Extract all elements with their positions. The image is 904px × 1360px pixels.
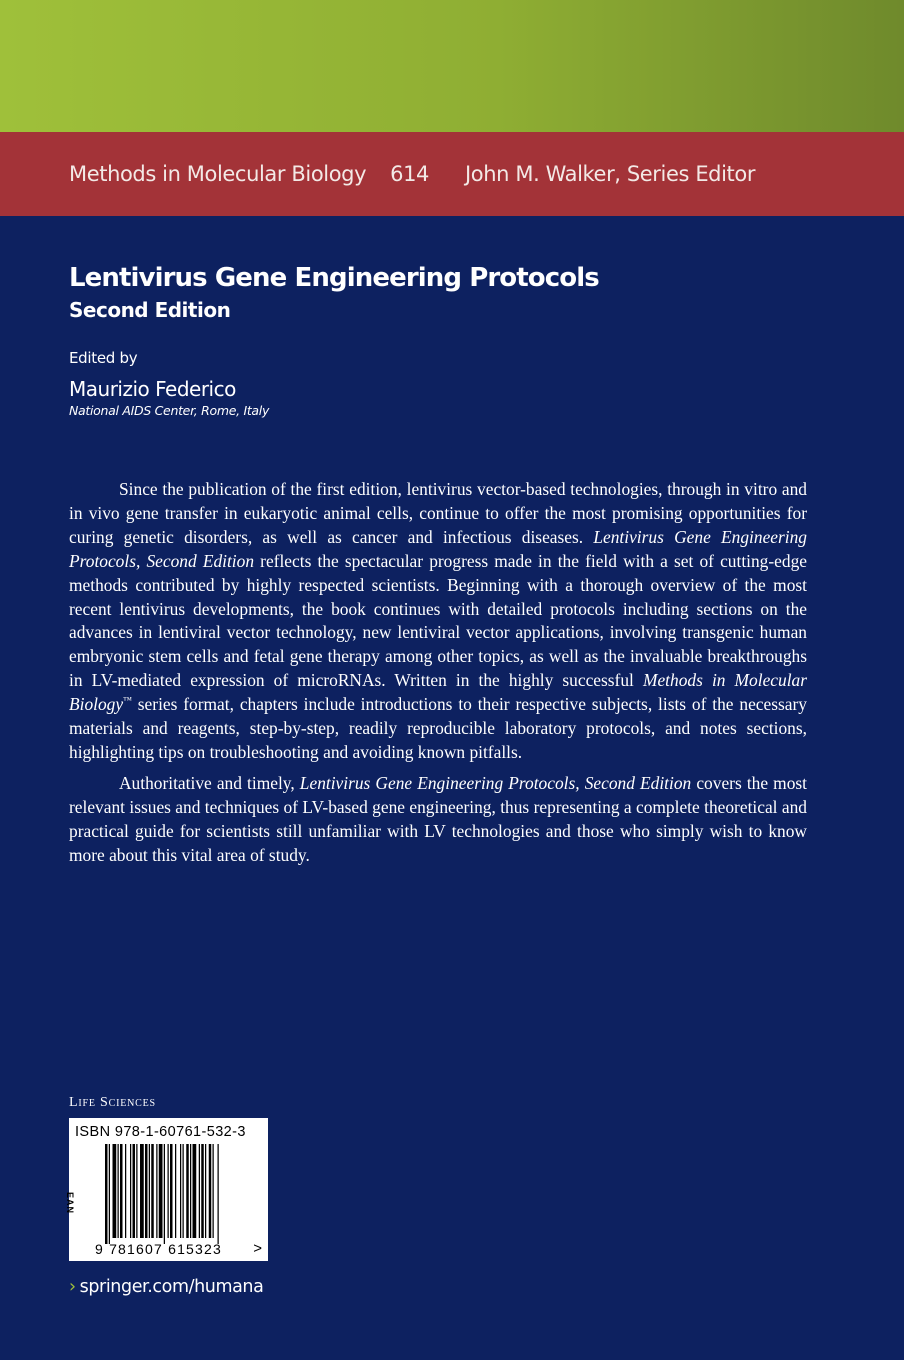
series-number: 614	[390, 162, 430, 186]
ean-label: EAN	[65, 1192, 75, 1215]
top-color-band	[0, 0, 904, 132]
category-label: Life Sciences	[69, 1095, 156, 1110]
edited-by-label: Edited by	[69, 349, 138, 367]
barcode	[65, 1118, 268, 1261]
p1-text-a: Since the publication of the first edition, lentivirus vector-based technologies, through in vitro and in vivo gene transfer in eukaryotic animal cells, continue to offer the most promising opportunities for curing genetic disorders, as well as cancer and infectious diseases.	[69, 479, 807, 547]
p1-text-b: reflects the spectacular progress made in the field with a set of cutting-edge methods contributed by highly respected scientists. Beginning with a thorough overview of the most recent lentivirus developments, the book continues with detailed protocols including sections on the advances in lentiviral vector technology, new lentiviral vector applications, involving transgenic human embryonic stem cells and fetal gene therapy among other topics, as well as the invaluable breakthroughs in LV-mediated expression of microRNAs. Written in the highly successful	[69, 550, 807, 691]
p1-text-c: series format, chapters include introductions to their respective subjects, lists of the necessary materials and reagents, step-by-step, readily reproducible laboratory protocols, and notes sections, highlighting tips on troubleshooting and avoiding known pitfalls.	[69, 694, 807, 762]
p1-series-title: Methods in Molecular Biology	[69, 670, 807, 715]
chevron-right-icon: ›	[69, 1277, 76, 1297]
barcode-bars	[105, 1144, 255, 1244]
isbn-text: ISBN 978-1-60761-532-3	[75, 1124, 246, 1140]
book-header	[69, 258, 809, 420]
editor-affiliation: National AIDS Center, Rome, Italy	[69, 403, 270, 418]
series-editor: John M. Walker, Series Editor	[465, 162, 756, 186]
ean-digits: 9 781607 615323	[95, 1241, 222, 1257]
series-name: Methods in Molecular Biology	[69, 162, 367, 186]
book-edition: Second Edition	[69, 298, 231, 322]
description-paragraph-2	[69, 772, 807, 868]
p2-text-a: Authoritative and timely,	[119, 772, 300, 793]
p2-text-b: covers the most relevant issues and techniques of LV-based gene engineering, thus representing a complete theoretical and practical guide for scientists still unfamiliar with LV technologies and those who simply wish to know more about this vital area of study.	[69, 772, 807, 865]
book-description	[69, 478, 807, 875]
website-url: springer.com/humana	[79, 1277, 264, 1297]
series-banner	[0, 132, 904, 216]
barcode-arrow: >	[253, 1240, 262, 1257]
trademark-symbol: ™	[123, 695, 132, 706]
description-paragraph-1	[69, 478, 807, 765]
p2-book-title: Lentivirus Gene Engineering Protocols, Second Edition	[299, 772, 692, 793]
editor-name: Maurizio Federico	[69, 377, 236, 401]
book-title: Lentivirus Gene Engineering Protocols	[69, 263, 599, 293]
p1-book-title: Lentivirus Gene Engineering Protocols, Second Edition	[69, 526, 807, 571]
website-link[interactable]	[69, 1276, 263, 1298]
